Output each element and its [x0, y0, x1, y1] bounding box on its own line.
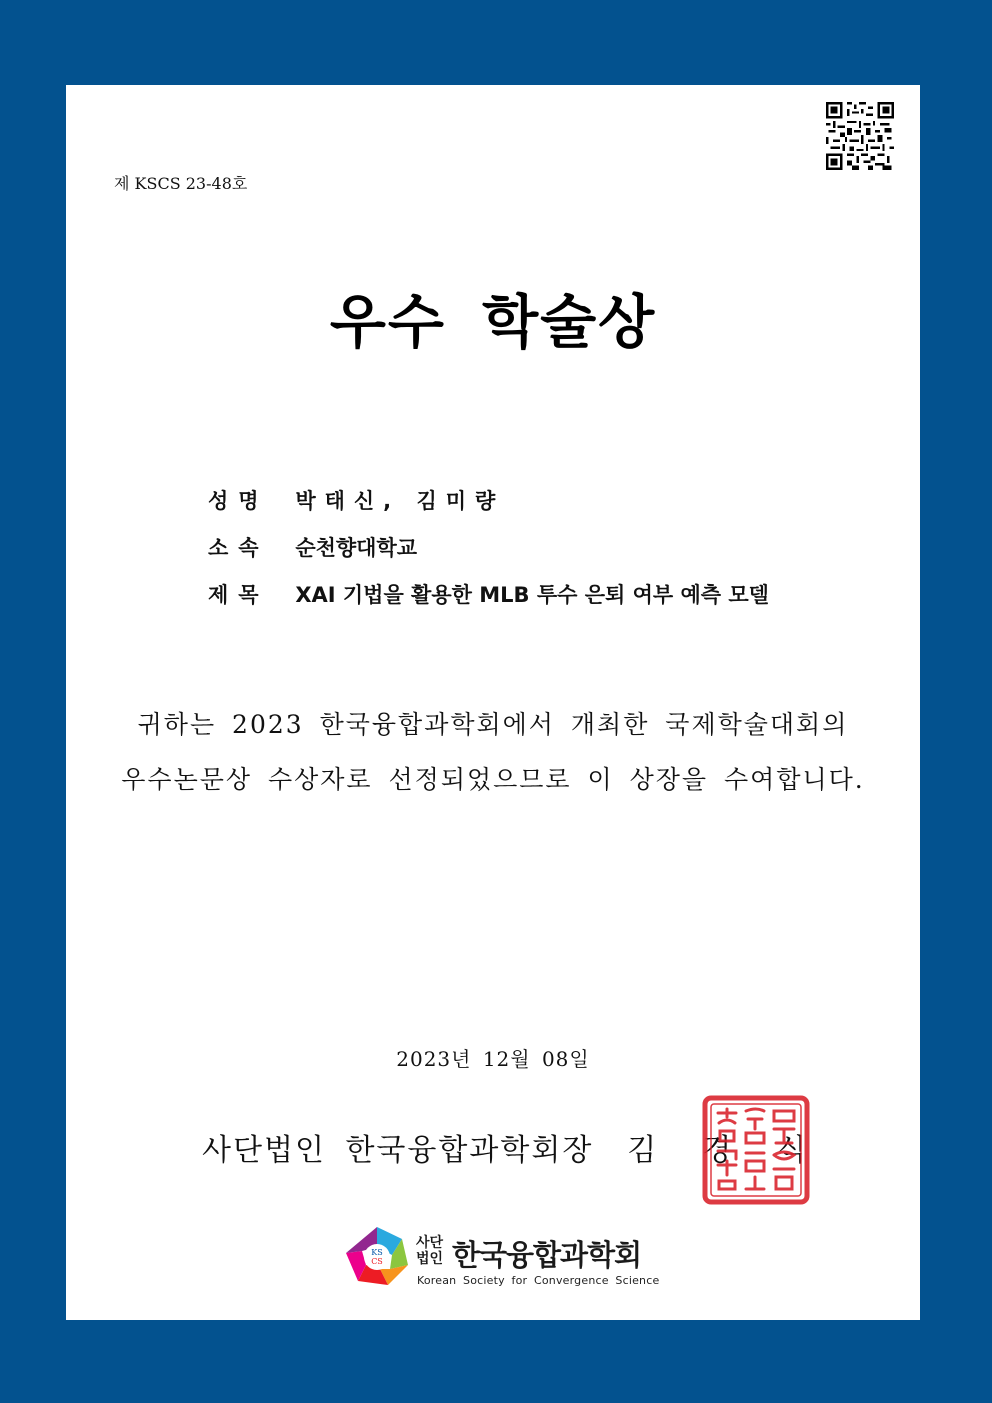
name-label: 성명: [208, 489, 269, 513]
logo-english-name: Korean Society for Convergence Science: [417, 1274, 660, 1287]
signer-organization: 사단법인 한국융합과학회장: [202, 1133, 594, 1168]
paper-title-value: XAI 기법을 활용한 MLB 투수 은퇴 여부 예측 모델: [295, 583, 769, 607]
affiliation-row: [208, 532, 417, 562]
kscs-logo-icon: [344, 1225, 410, 1287]
affiliation-label: 소속: [208, 536, 269, 560]
qr-code-icon[interactable]: [826, 102, 894, 170]
award-text-line-2: 우수논문상 수상자로 선정되었으므로 이 상장을 수여합니다.: [121, 765, 865, 794]
paper-title-row: [208, 579, 769, 609]
logo-mark-text: KS: [371, 1248, 383, 1257]
certificate-title: 우수 학술상: [329, 288, 657, 356]
award-text-line-1: 귀하는 2023 한국융합과학회에서 개최한 국제학술대회의: [137, 710, 849, 739]
certificate-number: 제 KSCS 23-48호: [114, 174, 248, 193]
logo-prefix: 사단법인: [416, 1235, 444, 1267]
official-seal-icon: [702, 1095, 810, 1205]
svg-text:CS: CS: [371, 1257, 383, 1266]
signer-name: 김경식: [627, 1133, 853, 1168]
paper-title-label: 제목: [208, 583, 269, 607]
name-value: 박태신, 김미량: [295, 489, 505, 513]
certificate-page: [66, 85, 920, 1320]
award-date: 2023년 12월 08일: [396, 1047, 590, 1071]
logo-name: 한국융합과학회: [452, 1238, 642, 1272]
affiliation-value: 순천향대학교: [295, 536, 418, 560]
recipient-name-row: [208, 485, 504, 515]
